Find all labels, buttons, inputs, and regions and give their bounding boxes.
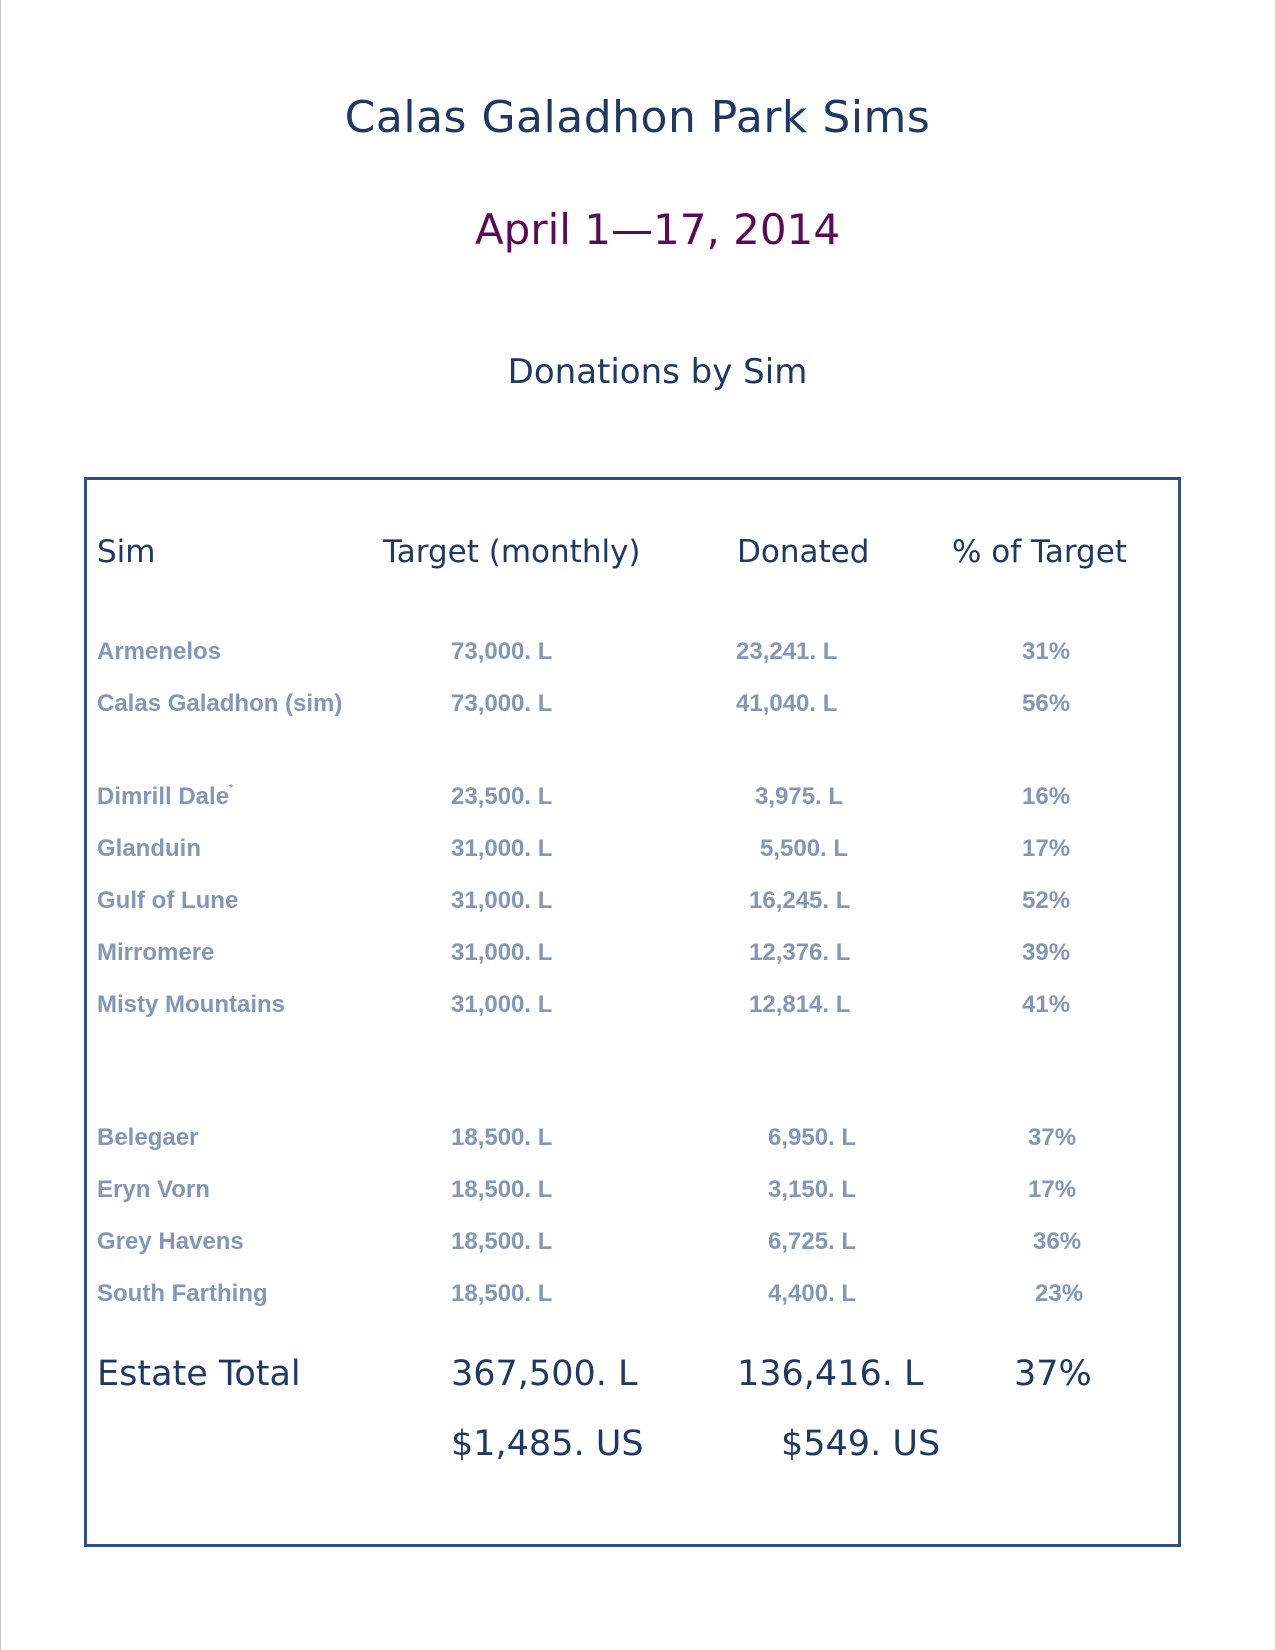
row-sim: Gulf of Lune	[97, 887, 239, 914]
row-donated: 5,500. L	[760, 835, 849, 862]
row-target: 73,000. L	[451, 690, 553, 717]
row-target: 23,500. L	[451, 783, 553, 810]
row-target: 31,000. L	[451, 939, 553, 966]
row-donated: 41,040. L	[736, 690, 838, 717]
row-donated: 12,814. L	[749, 991, 851, 1018]
row-target: 18,500. L	[451, 1176, 553, 1203]
row-sim: Grey Havens	[97, 1228, 244, 1255]
row-sim: Belegaer	[97, 1124, 199, 1151]
row-donated: 6,725. L	[768, 1228, 857, 1255]
row-target: 31,000. L	[451, 835, 553, 862]
row-sim: Misty Mountains	[97, 991, 286, 1018]
page-title: Calas Galadhon Park Sims	[344, 92, 931, 143]
row-sim: Glanduin	[97, 835, 201, 862]
row-target: 73,000. L	[451, 638, 553, 665]
row-sim: Calas Galadhon (sim)	[97, 690, 343, 717]
date-range: April 1—17, 2014	[474, 205, 841, 254]
header-target: Target (monthly)	[383, 534, 641, 570]
row-sim: South Farthing	[97, 1280, 268, 1307]
row-donated: 3,975. L	[755, 783, 844, 810]
row-donated: 23,241. L	[736, 638, 838, 665]
row-sim-name: Dimrill Dale	[97, 783, 230, 810]
row-pct: 17%	[1028, 1176, 1077, 1203]
row-sim: Mirromere	[97, 939, 215, 966]
section-subtitle: Donations by Sim	[507, 352, 808, 392]
donations-table	[84, 477, 1181, 1547]
row-donated: 16,245. L	[749, 887, 851, 914]
row-pct: 37%	[1028, 1124, 1077, 1151]
footnote-marker: *	[229, 783, 233, 794]
row-target: 18,500. L	[451, 1228, 553, 1255]
row-pct: 31%	[1022, 638, 1071, 665]
row-target: 18,500. L	[451, 1280, 553, 1307]
total-donated-usd: $549. US	[781, 1424, 941, 1464]
total-pct: 37%	[1014, 1354, 1092, 1394]
header-donated: Donated	[737, 534, 870, 570]
row-pct: 23%	[1035, 1280, 1084, 1307]
row-target: 31,000. L	[451, 991, 553, 1018]
row-sim: Armenelos	[97, 638, 222, 665]
row-pct: 56%	[1022, 690, 1071, 717]
total-target-usd: $1,485. US	[451, 1424, 644, 1464]
row-pct: 17%	[1022, 835, 1071, 862]
header-pct: % of Target	[952, 534, 1127, 570]
row-pct: 16%	[1022, 783, 1071, 810]
row-pct: 41%	[1022, 991, 1071, 1018]
row-pct: 39%	[1022, 939, 1071, 966]
row-donated: 12,376. L	[749, 939, 851, 966]
row-donated: 6,950. L	[768, 1124, 857, 1151]
row-target: 18,500. L	[451, 1124, 553, 1151]
row-sim: Eryn Vorn	[97, 1176, 210, 1203]
header-sim: Sim	[97, 534, 156, 570]
total-target: 367,500. L	[451, 1354, 638, 1394]
row-pct: 52%	[1022, 887, 1071, 914]
total-label: Estate Total	[97, 1354, 301, 1394]
row-target: 31,000. L	[451, 887, 553, 914]
row-pct: 36%	[1033, 1228, 1082, 1255]
row-donated: 4,400. L	[768, 1280, 857, 1307]
total-donated: 136,416. L	[737, 1354, 924, 1394]
row-donated: 3,150. L	[768, 1176, 857, 1203]
row-sim	[97, 783, 233, 811]
